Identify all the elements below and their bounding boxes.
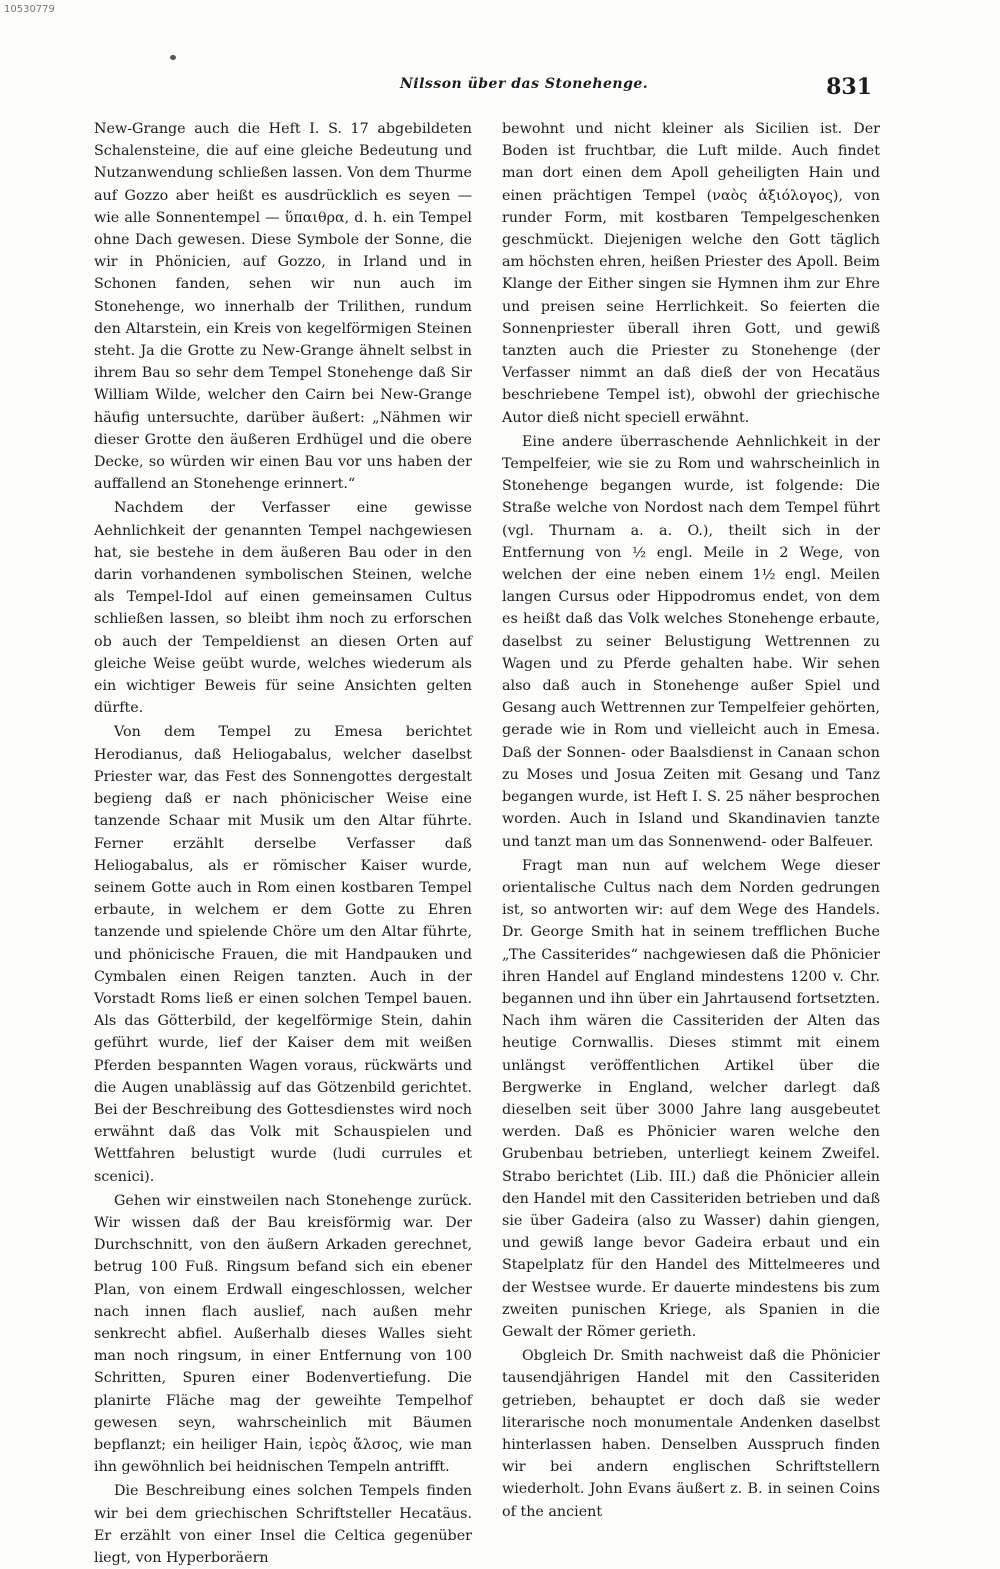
- left-text-column: [94, 118, 472, 1569]
- paragraph: Nachdem der Verfasser eine gewisse Aehnlichkeit der genannten Tempel nachgewiesen hat, sie bestehe in dem äußeren Bau oder in den darin vorhandenen symbolischen Steinen, welche als Tempel-Idol auf einen gemeinsamen Cultus schließen lassen, so bleibt ihm noch zu erforschen ob auch der Tempeldienst an diesen Orten auf gleiche Weise geübt wurde, welches wiederum als ein wichtiger Beweis für seine Ansichten gelten dürfte.: [94, 500, 472, 717]
- page-number: 831: [826, 74, 872, 100]
- paragraph: Obgleich Dr. Smith nachweist daß die Phönicier tausendjährigen Handel mit den Cassiteriden getrieben, behauptet er doch daß sie weder literarische noch monumentale Andenken daselbst hinterlassen haben. Denselben Ausspruch finden wir bei andern englischen Schriftstellern wiederholt. John Evans äußert z. B. in seinen Coins of the ancient: [502, 1348, 880, 1520]
- paragraph: Von dem Tempel zu Emesa berichtet Herodianus, daß Heliogabalus, welcher daselbst Priester war, das Fest des Sonnengottes dergestalt begieng daß er nach phönicischer Weise eine tanzende Schaar mit Musik um den Altar führte. Ferner erzählt derselbe Verfasser daß Heliogabalus, als er römischer Kaiser wurde, seinem Gotte auch in Rom einen kostbaren Tempel erbaute, in welchem er dem Gotte zu Ehren tanzende und spielende Chöre um den Altar führte, und phönicische Frauen, die mit Handpauken und Cymbalen einen Reigen tanzten. Auch in der Vorstadt Roms ließ er einen solchen Tempel bauen. Als das Götterbild, der kegelförmige Stein, dahin geführt wurde, lief der Kaiser dem mit weißen Pferden bespannten Wagen voraus, rückwärts und die Augen unablässig auf das Götzenbild gerichtet. Bei der Beschreibung des Gottesdienstes wird noch erwähnt daß das Volk mit Schauspielen und Wettfahren belustigt wurde (ludi currules et scenici).: [94, 724, 472, 1185]
- paragraph: Gehen wir einstweilen nach Stonehenge zurück. Wir wissen daß der Bau kreisförmig war. Der Durchschnitt, von den äußern Arkaden gerechnet, betrug 100 Fuß. Ringsum befand sich ein ebener Plan, von einem Erdwall eingeschlossen, welcher nach innen flach auslief, nach außen mehr senkrecht abfiel. Außerhalb dieses Walles sieht man noch ringsum, in einer Entfernung von 100 Schritten, Spuren einer Bodenvertiefung. Die planirte Fläche mag der geweihte Tempelhof gewesen seyn, wahrscheinlich mit Bäumen bepflanzt; ein heiliger Hain, ἱερὸς ἄλσος, wie man ihn gewöhnlich bei heidnischen Tempeln antrifft.: [94, 1192, 472, 1476]
- paragraph: New-Grange auch die Heft I. S. 17 abgebildeten Schalensteine, die auf eine gleiche Bedeutung und Nutzanwendung schließen lassen. Von dem Thurme auf Gozzo aber heißt es ausdrücklich es seyen — wie alle Sonnentempel — ὕπαιθρα, d. h. ein Tempel ohne Dach gewesen. Diese Symbole der Sonne, die wir in Phönicien, auf Gozzo, in Irland und in Schonen fanden, sehen wir nun auch im Stonehenge, wo innerhalb der Trilithen, rundum den Altarstein, ein Kreis von kegelförmigen Steinen steht. Ja die Grotte zu New-Grange ähnelt selbst in ihrem Bau so sehr dem Tempel Stonehenge daß Sir William Wilde, welcher den Cairn bei New-Grange häufig untersuchte, darüber äußert: „Nähmen wir dieser Grotte den äußeren Erdhügel und die obere Decke, so würden wir einen Bau vor uns haben der auffallend an Stonehenge erinnert.“: [94, 121, 472, 493]
- paragraph: Fragt man nun auf welchem Wege dieser orientalische Cultus nach dem Norden gedrungen ist, so antworten wir: auf dem Wege des Handels. Dr. George Smith hat in seinem trefflichen Buche „The Cassiterides“ nachgewiesen daß die Phönicier ihren Handel auf England mindestens 1200 v. Chr. begannen und ihn über ein Jahrtausend fortsetzten. Nach ihm wären die Cassiteriden der Alten das heutige Cornwallis. Dieses stimmt mit einem unlängst veröffentlichen Artikel über die Bergwerke in England, welcher darlegt daß dieselben seit über 3000 Jahre lang ausgebeutet werden. Daß es Phönicier waren welche den Grubenbau betrieben, unterliegt keinem Zweifel. Strabo berichtet (Lib. III.) daß die Phönicier allein den Handel mit den Cassiteriden betrieben und daß sie über Gadeira (also zu Wasser) dahin giengen, und gewiß lange bevor Gadeira erbaut und ein Stapelplatz für den Handel des Mittelmeeres und der Westsee wurde. Er dauerte mindestens bis zum zweiten punischen Kriege, als Spanien in die Gewalt der Römer gerieth.: [502, 857, 880, 1340]
- paragraph: Die Beschreibung eines solchen Tempels finden wir bei dem griechischen Schriftsteller Hecatäus. Er erzählt von einer Insel die Celtica gegenüber liegt, von Hyperboräern: [94, 1483, 472, 1566]
- running-title: Nilsson über das Stonehenge.: [400, 76, 649, 92]
- right-text-column: [502, 118, 880, 1523]
- paragraph: bewohnt und nicht kleiner als Sicilien ist. Der Boden ist fruchtbar, die Luft milde. Auch findet man dort einen dem Apoll geheiligten Hain und einen prächtigen Tempel (ναὸς ἀξιόλογος), von runder Form, mit kostbaren Tempelgeschenken geschmückt. Diejenigen welche den Gott täglich am höchsten ehren, heißen Priester des Apoll. Beim Klange der Either singen sie Hymnen ihm zur Ehre und preisen seine Herrlichkeit. So feierten die Sonnenpriester überall ihren Gott, und gewiß tanzten auch die Priester zu Stonehenge (der Verfasser nimmt an daß dieß der von Hecatäus beschriebene Tempel ist), obwohl der griechische Autor dieß nicht speciell erwähnt.: [502, 121, 880, 426]
- ink-speck: [170, 55, 176, 60]
- paragraph: Eine andere überraschende Aehnlichkeit in der Tempelfeier, wie sie zu Rom und wahrscheinlich in Stonehenge begangen wurde, ist folgende: Die Straße welche von Nordost nach dem Tempel führt (vgl. Thurnam a. a. O.), theilt sich in der Entfernung von ½ engl. Meile in 2 Wege, von welchen der eine neben einem 1½ engl. Meilen langen Cursus oder Hippodromus endet, von dem es heißt daß das Volk welches Stonehenge erbaute, daselbst zu seiner Belustigung Wettrennen zu Wagen und zu Pferde gehalten habe. Wir sehen also daß auch in Stonehenge außer Spiel und Gesang auch Wettrennen zur Tempelfeier gehörten, gerade wie in Rom und vielleicht auch in Emesa. Daß der Sonnen- oder Baalsdienst in Canaan schon zu Moses und Josua Zeiten mit Gesang und Tanz begangen wurde, ist Heft I. S. 25 näher besprochen worden. Auch in Island und Skandinavien tanzte und tanzt man um das Sonnenwend- oder Balfeuer.: [502, 433, 880, 850]
- page-id-stamp: 10530779: [4, 4, 55, 15]
